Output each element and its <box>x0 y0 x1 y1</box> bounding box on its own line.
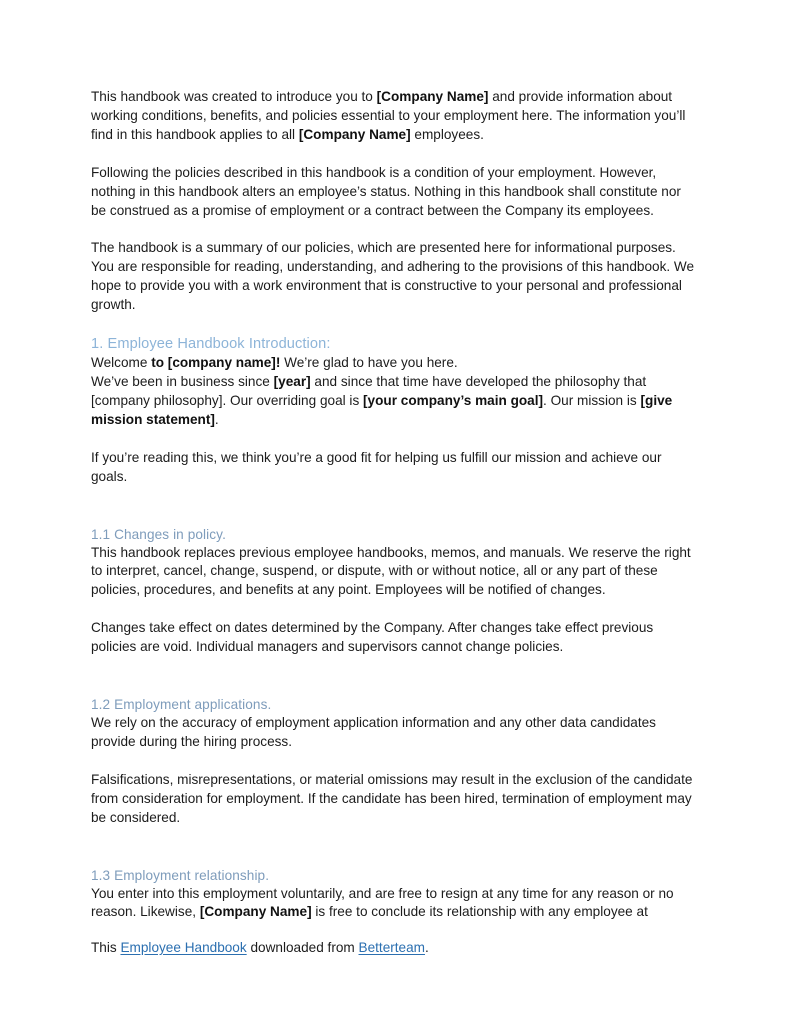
section-spacer-2 <box>91 676 697 695</box>
employment-relationship-placeholder-company: [Company Name] <box>199 904 312 920</box>
mission-period: . <box>214 411 219 427</box>
paragraph-good-fit: If you’re reading this, we think you’re a good fit for helping us fulfill our mission and achieve our goals. <box>91 449 662 484</box>
document-body <box>91 88 697 922</box>
welcome-suffix: We’re glad to have you here. <box>280 355 458 371</box>
intro-text-part1: This handbook was created to introduce you to <box>91 89 377 104</box>
intro-text-part2: and provide information about working conditions, benefits, and policies essential to your employment here. The information you’ll find in this handbook applies to all <box>91 89 686 142</box>
betterteam-link[interactable]: Betterteam <box>358 940 426 955</box>
intro-placeholder-company-1: [Company Name] <box>376 89 489 104</box>
section-1-3 <box>91 866 697 923</box>
placeholder-main-goal: [your company’s main goal] <box>363 392 544 408</box>
section-1-line-1 <box>91 354 697 373</box>
employee-handbook-link[interactable]: Employee Handbook <box>120 940 247 955</box>
employment-relationship-part2: is free to conclude its relationship with any employee at <box>311 904 648 920</box>
section-1-1-paragraph-2: Changes take effect on dates determined by the Company. After changes take effect previous policies are void. Individual managers and supervisors cannot change policies. <box>91 620 654 655</box>
welcome-prefix: Welcome <box>91 355 152 371</box>
philosophy-text: and since that time have developed the philosophy that [company philosophy]. Our overriding goal is <box>91 373 647 408</box>
paragraph-spacer <box>91 430 697 449</box>
employment-relationship-part1: You enter into this employment voluntarily, and are free to resign at any time for any reason or no reason. Likewise, <box>91 885 674 920</box>
section-1-1-paragraph-1: This handbook replaces previous employee handbooks, memos, and manuals. We reserve the right to interpret, cancel, change, suspend, or dispute, with or without notice, all or any part of these policies, procedures, and benefits at any point. Employees will be notified of changes. <box>91 544 691 598</box>
footer-suffix: . <box>425 940 429 955</box>
section-1-2-paragraph-1: We rely on the accuracy of employment application information and any other data candidates provide during the hiring process. <box>91 715 656 749</box>
welcome-placeholder-company: to [company name]! <box>151 355 281 371</box>
section-spacer-3 <box>91 847 697 866</box>
paragraph-policies-condition: Following the policies described in this handbook is a condition of your employment. However, nothing in this handbook alters an employee’s status. Nothing in this handbook shall constitute nor be construed as a promise of employment or a contract between the Company its employees. <box>91 164 681 218</box>
section-1-2 <box>91 695 697 828</box>
placeholder-mission-statement: [give mission statement] <box>91 392 673 427</box>
business-since-prefix: We’ve been in business since <box>91 373 274 389</box>
section-1-1-heading: 1.1 Changes in policy. <box>91 526 226 542</box>
paragraph-summary: The handbook is a summary of our policies, which are presented here for informational purposes. You are responsible for reading, understanding, and adhering to the provisions of this handbook. We hope to provide you with a work environment that is constructive to your personal and professional growth. <box>91 240 695 313</box>
section-1-2-paragraph-2: Falsifications, misrepresentations, or material omissions may result in the exclusion of the candidate from consideration for employment. If the candidate has been hired, termination of employment may be considered. <box>91 771 693 825</box>
section-1-1 <box>91 525 697 658</box>
section-1 <box>91 334 697 486</box>
footer-attribution <box>91 939 429 958</box>
placeholder-year: [year] <box>273 373 311 389</box>
footer-middle: downloaded from <box>246 940 359 955</box>
section-1-heading: 1. Employee Handbook Introduction: <box>91 336 331 353</box>
section-1-line-2 <box>91 373 697 430</box>
mission-text: . Our mission is <box>543 392 641 408</box>
section-1-3-heading: 1.3 Employment relationship. <box>91 867 270 883</box>
section-1-3-paragraph-1 <box>91 885 697 923</box>
section-1-lines <box>91 354 697 430</box>
section-1-2-heading: 1.2 Employment applications. <box>91 697 272 713</box>
paragraph-intro <box>91 88 697 145</box>
intro-text-part3: employees. <box>410 126 484 142</box>
intro-placeholder-company-2: [Company Name] <box>298 126 411 142</box>
section-spacer-1 <box>91 506 697 525</box>
footer-prefix: This <box>91 940 121 955</box>
